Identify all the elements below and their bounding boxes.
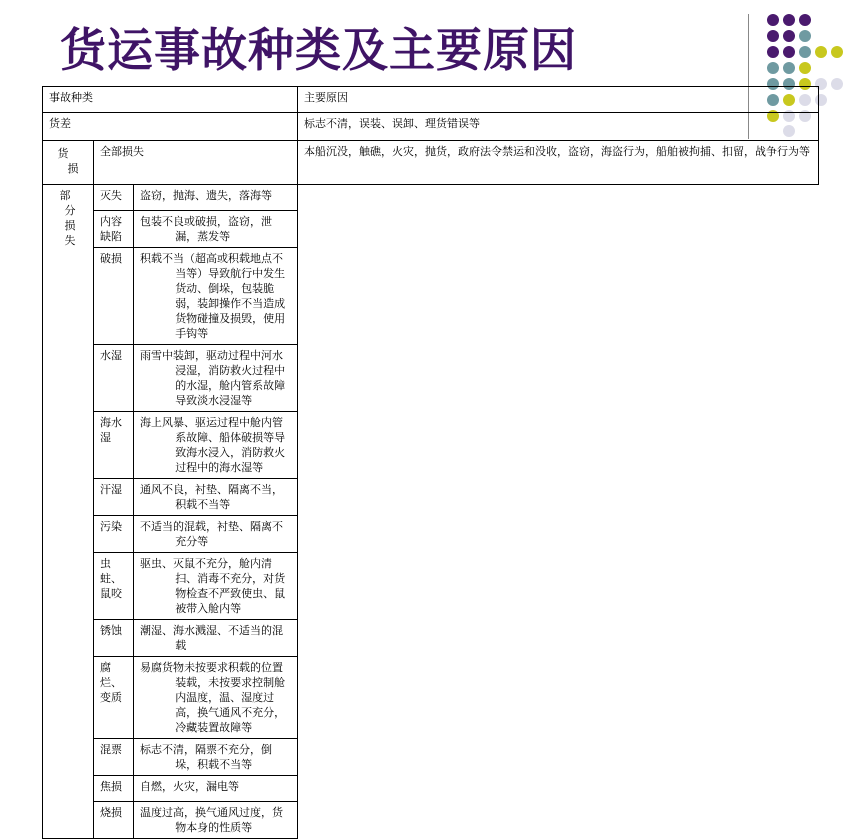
- reason-cell: 积载不当（超高或积载地点不当等）导致航行中发生货动、倒垛，包装脆弱，装卸操作不当造成货物碰撞及损毁，使用手钩等: [134, 248, 298, 345]
- reason-cell: 通风不良，衬垫、隔离不当，积载不当等: [134, 479, 298, 516]
- table-row: [43, 516, 819, 553]
- category-cell: 水湿: [94, 345, 134, 412]
- category-cell: 锈蚀: [94, 620, 134, 657]
- category-cell: 污染: [94, 516, 134, 553]
- category-cell: 虫蛀、鼠咬: [94, 553, 134, 620]
- decor-dot: [831, 46, 843, 58]
- decor-dot: [831, 78, 843, 90]
- table-row: [43, 211, 819, 248]
- table-row: [43, 802, 819, 839]
- accident-table: [42, 86, 819, 839]
- table-row: [43, 479, 819, 516]
- partial-loss-group-label: [43, 185, 94, 839]
- decor-dot: [767, 62, 779, 74]
- category-cell: 破损: [94, 248, 134, 345]
- category-cell: 烧损: [94, 802, 134, 839]
- reason-cell: 易腐货物未按要求积载的位置装载，未按要求控制舱内温度，温、湿度过高，换气通风不充分，冷藏装置故障等: [134, 657, 298, 739]
- partial-char-1: 部: [59, 189, 71, 202]
- decor-dot: [815, 46, 827, 58]
- category-cell: 灭失: [94, 185, 134, 211]
- category-cell: 内容缺陷: [94, 211, 134, 248]
- decor-dot: [799, 30, 811, 42]
- table-row: [43, 141, 819, 185]
- category-cell: 焦损: [94, 776, 134, 802]
- decor-dot: [799, 62, 811, 74]
- table-row: [43, 248, 819, 345]
- table-row: [43, 412, 819, 479]
- decor-dot: [783, 30, 795, 42]
- category-cell: 货差: [43, 113, 298, 141]
- table-header-row: [43, 87, 819, 113]
- table-row: [43, 185, 819, 211]
- decor-dot: [767, 46, 779, 58]
- reason-cell: 不适当的混载，衬垫、隔离不充分等: [134, 516, 298, 553]
- decor-dot: [783, 14, 795, 26]
- category-cell: 混票: [94, 739, 134, 776]
- table-row: [43, 345, 819, 412]
- header-category: 事故种类: [43, 87, 298, 113]
- reason-cell: 温度过高，换气通风过度，货物本身的性质等: [134, 802, 298, 839]
- partial-char-3: 损: [64, 219, 76, 232]
- decor-dot: [799, 46, 811, 58]
- decor-dot: [783, 46, 795, 58]
- reason-cell: 包装不良或破损，盗窃，泄漏，蒸发等: [134, 211, 298, 248]
- reason-cell: 本船沉没，触礁，火灾，抛货，政府法令禁运和没收，盗窃，海盗行为，船舶被拘捕、扣留，战争行为等: [298, 141, 819, 185]
- reason-cell: 自燃，火灾，漏电等: [134, 776, 298, 802]
- header-reason: 主要原因: [298, 87, 819, 113]
- category-cell: 汗湿: [94, 479, 134, 516]
- category-cell: 海水湿: [94, 412, 134, 479]
- damage-char-1: 货: [57, 147, 69, 160]
- reason-cell: 盗窃，抛海、遗失，落海等: [134, 185, 298, 211]
- decor-dot: [767, 14, 779, 26]
- decor-dot: [783, 62, 795, 74]
- reason-cell: 驱虫、灭鼠不充分，舱内清扫、消毒不充分，对货物检查不严致使虫、鼠被带入舱内等: [134, 553, 298, 620]
- category-cell: 腐烂、变质: [94, 657, 134, 739]
- table-row: [43, 113, 819, 141]
- table-row: [43, 776, 819, 802]
- damage-group-label: [43, 141, 94, 185]
- table-row: [43, 657, 819, 739]
- table-row: [43, 739, 819, 776]
- category-cell: 全部损失: [94, 141, 298, 185]
- reason-cell: 标志不清，误装、误卸、理货错误等: [298, 113, 819, 141]
- table-row: [43, 553, 819, 620]
- page-title: 货运事故种类及主要原因: [60, 23, 577, 77]
- partial-char-2: 分: [64, 204, 76, 217]
- reason-cell: 海上风暴、驱运过程中舱内管系故障、船体破损等导致海水浸入，消防救火过程中的海水湿等: [134, 412, 298, 479]
- partial-char-4: 失: [64, 234, 76, 247]
- decor-dot: [799, 14, 811, 26]
- table-row: [43, 620, 819, 657]
- reason-cell: 雨雪中装卸，驱动过程中河水浸湿，消防救火过程中的水湿，舱内管系故障导致淡水浸湿等: [134, 345, 298, 412]
- reason-cell: 标志不清，隔票不充分，倒垛，积载不当等: [134, 739, 298, 776]
- reason-cell: 潮湿、海水溅湿、不适当的混载: [134, 620, 298, 657]
- decor-dot: [767, 30, 779, 42]
- damage-char-2: 损: [67, 162, 79, 175]
